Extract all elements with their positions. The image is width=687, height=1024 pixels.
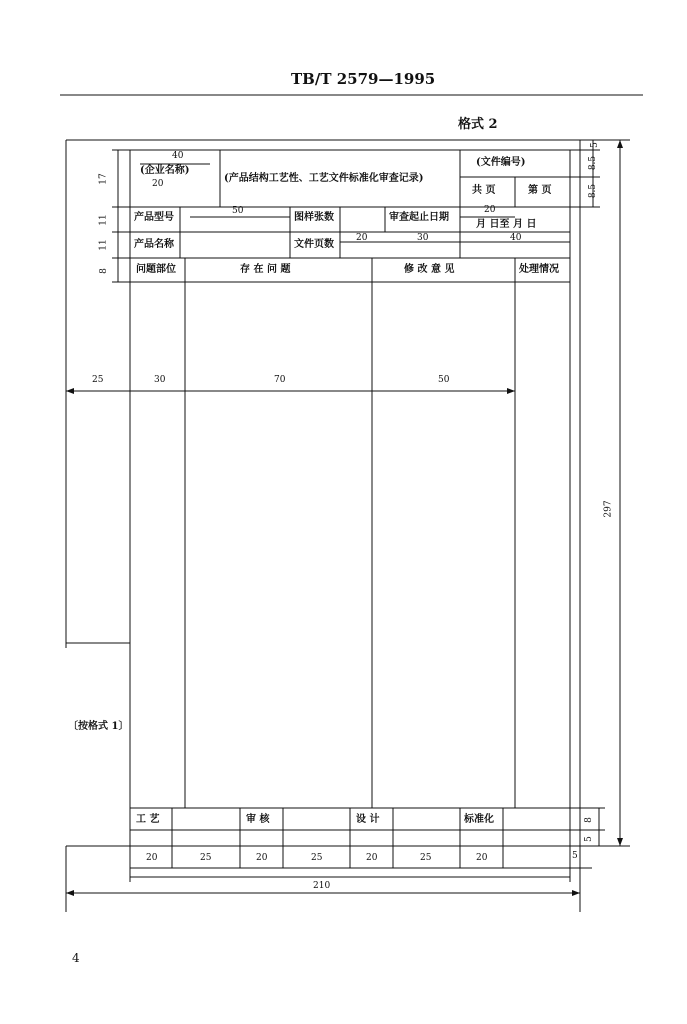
col-existing-problem: 存 在 问 题 [240,264,291,275]
left-dim-3: 11 [98,239,109,251]
record-title: (产品结构工艺性、工艺文件标准化审查记录) [224,173,424,184]
row-review: 审 核 [246,814,270,825]
dim-30: 30 [417,233,429,243]
dim-width-total: 210 [313,881,331,891]
col-modification: 修 改 意 见 [404,264,455,275]
bottom-right-dim-2: 5 [583,836,594,842]
bottom-dim-2: 25 [200,853,212,863]
mid-dim-col3: 50 [438,375,450,385]
mid-dim-left: 25 [92,375,104,385]
dim-20a: 20 [484,205,496,215]
page-number: 4 [72,951,80,965]
bottom-dim-5: 20 [366,853,378,863]
date-range: 月 日至 月 日 [476,219,537,230]
right-dim-3: 8.5 [588,183,599,199]
file-pages-label: 文件页数 [294,239,334,250]
company-dim-bottom: 20 [152,179,164,189]
product-name-label: 产品名称 [134,239,174,250]
page-no: 第 页 [528,185,552,196]
row-process: 工 艺 [136,814,160,825]
bottom-dim-4: 25 [311,853,323,863]
review-dates-label: 审查起止日期 [389,212,449,223]
dim-40: 40 [510,233,522,243]
right-dim-1: 5 [589,142,600,148]
company-dim-top: 40 [172,151,184,161]
left-dim-1: 17 [98,173,109,185]
col-problem-part: 问题部位 [136,264,176,275]
left-dim-4: 8 [98,268,109,274]
mid-dim-col1: 30 [154,375,166,385]
dim-height-total: 297 [603,500,614,518]
total-pages: 共 页 [472,185,496,196]
left-dim-2: 11 [98,214,109,226]
row-standardization: 标准化 [464,814,494,825]
mid-dim-col2: 70 [274,375,286,385]
company-name: (企业名称) [140,165,190,176]
right-dim-2: 8.5 [588,155,599,171]
bottom-dim-3: 20 [256,853,268,863]
dim-20b: 20 [356,233,368,243]
bottom-dim-7: 20 [476,853,488,863]
per-format-note: 〔按格式 1〕 [68,721,129,732]
format-title: 格式 2 [458,117,498,132]
dim-50: 50 [232,206,244,216]
col-handling: 处理情况 [519,264,559,275]
drawing-sheets-label: 图样张数 [294,212,334,223]
bottom-right-dim-1: 8 [583,817,594,823]
bottom-margin-dim: 5 [572,851,578,861]
row-design: 设 计 [356,814,380,825]
file-number: (文件编号) [476,157,526,168]
bottom-dim-6: 25 [420,853,432,863]
bottom-dim-1: 20 [146,853,158,863]
product-model-label: 产品型号 [134,212,174,223]
doc-code: TB/T 2579—1995 [291,70,436,88]
